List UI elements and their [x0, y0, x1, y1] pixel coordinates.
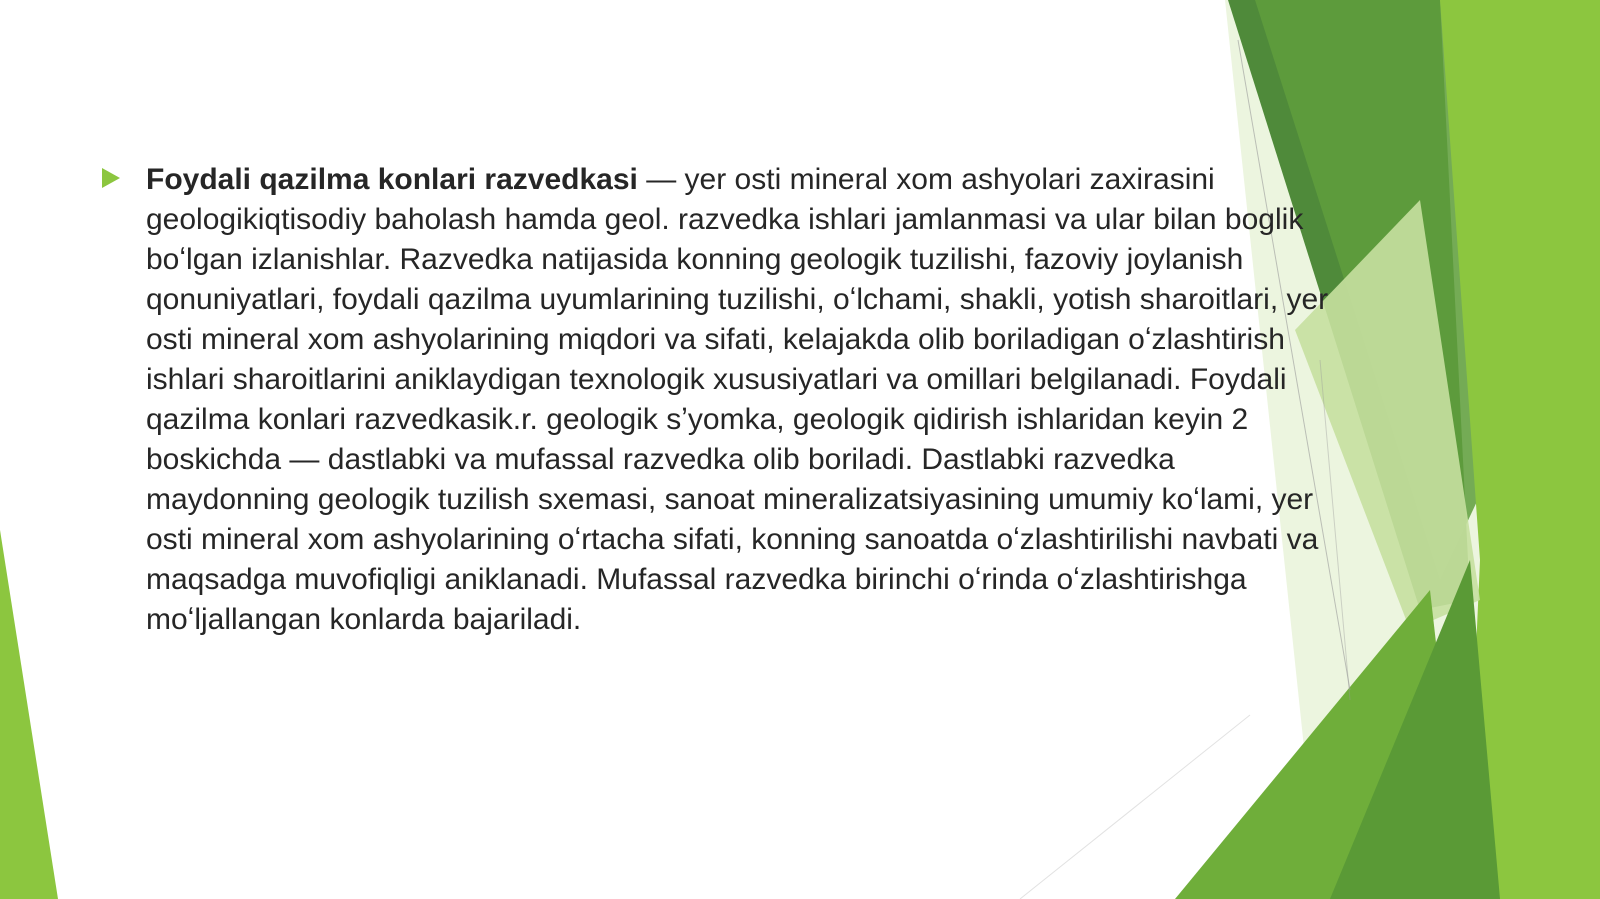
content-area: [100, 160, 1340, 640]
bullet-term: Foydali qazilma konlari razvedkasi: [146, 163, 638, 196]
bullet-body: — yer osti mineral xom ashyolari zaxirasini geologikiqtisodiy baholash hamda geol. razvedka ishlari jamlanmasi va ular bilan boglik boʻlgan izlanishlar. Razvedka natijasida konning geologik tuzilishi, fazoviy joylanish qonuniyatlari, foydali qazilma uyumlarining tuzilishi, oʻlchami, shakli, yotish sharoitlari, yer osti mineral xom ashyolarining miqdori va sifati, kelajakda olib boriladigan oʻzlashtirish ishlari sharoitlarini aniklaydigan texnologik xususiyatlari va omillari belgilanadi. Foydali qazilma konlari razvedkasik.r. geologik sʼyomka, geologik qidirish ishlaridan keyin 2 boskichda — dastlabki va mufassal razvedka olib boriladi. Dastlabki razvedka maydonning geologik tuzilish sxemasi, sanoat mineralizatsiyasining umumiy koʻlami, yer osti mineral xom ashyolarining oʻrtacha sifati, konning sanoatda oʻzlashtirilishi navbati va maqsadga muvofiqligi aniklanadi. Mufassal razvedka birinchi oʻrinda oʻzlashtirishga moʻljallangan konlarda bajariladi.: [146, 163, 1329, 636]
bullet-paragraph: [146, 160, 1340, 640]
bullet-arrow-icon: [102, 168, 120, 188]
left-green-shape: [0, 530, 58, 899]
bullet-item: [100, 160, 1340, 640]
